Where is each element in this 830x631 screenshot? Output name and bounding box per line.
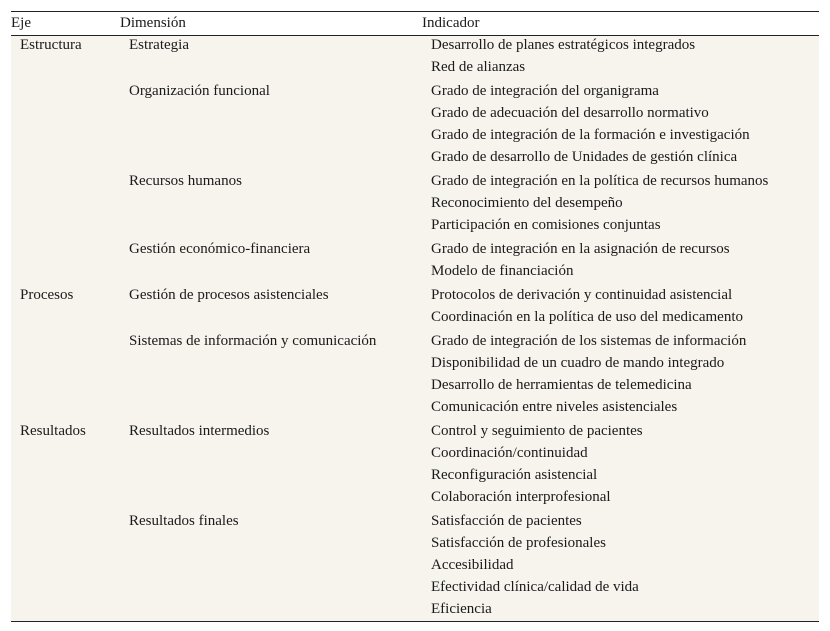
indicator-cell: Desarrollo de herramientas de telemedicina (431, 377, 692, 393)
indicator-cell: Eficiencia (431, 601, 492, 617)
indicator-cell: Reconocimiento del desempeño (431, 195, 623, 211)
indicator-cell: Modelo de financiación (431, 263, 574, 279)
eje-cell: Estructura (20, 37, 82, 53)
indicator-cell: Grado de integración de los sistemas de información (431, 333, 747, 349)
table-header-row (11, 12, 819, 36)
dimension-cell: Resultados intermedios (129, 423, 270, 439)
header-eje: Eje (11, 15, 31, 31)
dimension-cell: Sistemas de información y comunicación (129, 333, 377, 349)
indicator-cell: Accesibilidad (431, 557, 514, 573)
indicator-cell: Satisfacción de profesionales (431, 535, 606, 551)
indicator-cell: Disponibilidad de un cuadro de mando integrado (431, 355, 725, 371)
indicator-cell: Coordinación/continuidad (431, 445, 588, 461)
indicator-cell: Grado de integración de la formación e investigación (431, 127, 750, 143)
indicator-cell: Red de alianzas (431, 59, 526, 75)
indicator-cell: Participación en comisiones conjuntas (431, 217, 661, 233)
indicator-cell: Comunicación entre niveles asistenciales (431, 399, 678, 415)
indicator-cell: Colaboración interprofesional (431, 489, 611, 505)
indicator-cell: Control y seguimiento de pacientes (431, 423, 643, 439)
eje-cell: Resultados (20, 423, 86, 439)
indicator-cell: Grado de integración del organigrama (431, 83, 659, 99)
dimension-cell: Estrategia (129, 37, 189, 53)
indicator-cell: Desarrollo de planes estratégicos integrados (431, 37, 696, 53)
indicator-cell: Grado de integración en la asignación de recursos (431, 241, 730, 257)
header-indicador: Indicador (422, 15, 480, 31)
indicator-cell: Satisfacción de pacientes (431, 513, 582, 529)
eje-cell: Procesos (20, 287, 74, 303)
dimension-cell: Resultados finales (129, 513, 239, 529)
indicator-cell: Grado de adecuación del desarrollo normativo (431, 105, 709, 121)
indicator-cell: Grado de integración en la política de recursos humanos (431, 173, 769, 189)
header-dimension: Dimensión (120, 15, 186, 31)
indicator-cell: Coordinación en la política de uso del medicamento (431, 309, 743, 325)
indicator-cell: Grado de desarrollo de Unidades de gestión clínica (431, 149, 738, 165)
dimension-cell: Gestión económico-financiera (129, 241, 311, 257)
dimension-cell: Organización funcional (129, 83, 270, 99)
dimension-cell: Gestión de procesos asistenciales (129, 287, 329, 303)
indicator-cell: Efectividad clínica/calidad de vida (431, 579, 639, 595)
dimension-cell: Recursos humanos (129, 173, 242, 189)
indicator-cell: Reconfiguración asistencial (431, 467, 598, 483)
indicator-cell: Protocolos de derivación y continuidad asistencial (431, 287, 733, 303)
indicator-table (11, 11, 819, 622)
